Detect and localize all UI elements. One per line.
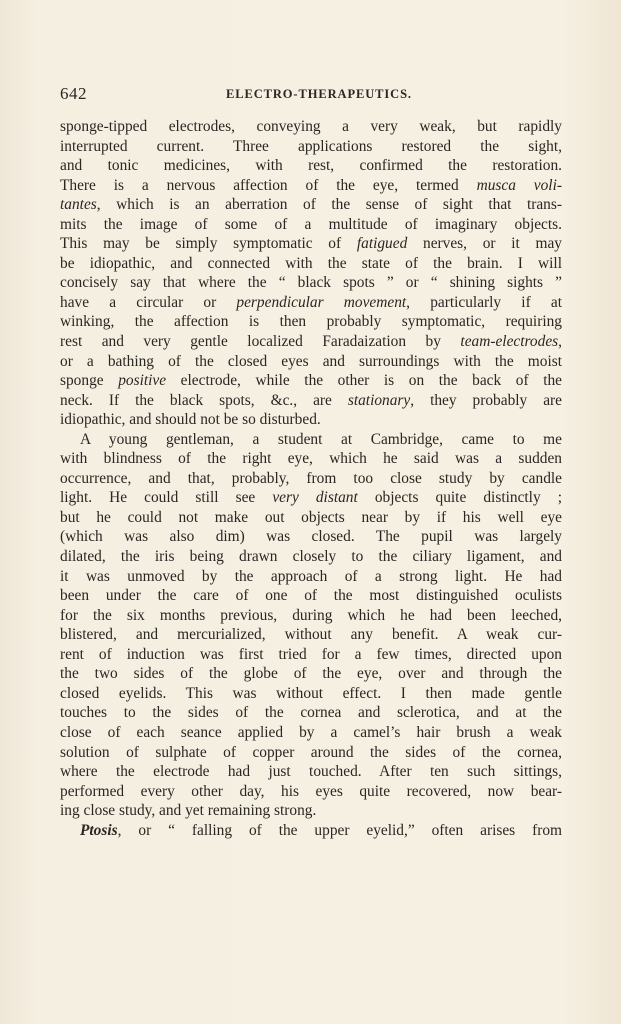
body-text [60,117,562,840]
text-line [60,156,562,176]
text-run: ing close study, and yet remaining strong. [60,802,317,820]
text-run: rest and very gentle localized Faradaization by [60,333,461,351]
text-line [60,625,562,645]
text-run: stationary [347,391,411,409]
text-run: , particularly if at [406,293,562,311]
text-run: dilated, the iris being drawn closely to the ciliary ligament, and [60,548,562,566]
text-line [60,703,562,723]
text-run: sponge [60,372,119,390]
text-line [60,488,562,508]
text-run: with blindness of the right eye, which he said was a sudden [60,450,562,468]
text-line [60,312,562,332]
text-line [60,117,562,137]
text-run: where the electrode had just touched. After ten such sittings, [60,763,562,781]
text-run: musca voli- [476,176,562,194]
text-run: closed eyelids. This was without effect. I then made gentle [60,684,562,702]
page-number: 642 [60,84,87,103]
text-run: the two sides of the globe of the eye, over and through the [60,665,562,683]
text-line [60,254,562,274]
text-line [60,293,562,313]
text-run: it was unmoved by the approach of a strong light. He had [60,567,562,585]
text-run: neck. If the black spots, &c., are [60,391,348,409]
text-run: blistered, and mercurialized, without any benefit. A weak cur- [60,626,562,644]
text-run: objects quite distinctly ; [357,489,562,507]
text-run: tantes [60,196,97,214]
text-line [60,684,562,704]
text-run: interrupted current. Three applications restored the sight, [60,137,562,155]
running-title: ELECTRO-THERAPEUTICS. [226,87,412,101]
text-run: , [558,333,562,351]
text-line [60,762,562,782]
text-line [60,547,562,567]
text-line [60,195,562,215]
text-run: nerves, or it may [407,235,562,253]
text-run: fatigued [356,235,408,253]
text-run: very distant [272,489,358,507]
page-header [60,84,562,106]
text-run: winking, the affection is then probably symptomatic, requiring [60,313,562,331]
text-run: electrode, while the other is on the back of the [166,372,562,390]
text-line [60,469,562,489]
text-line [60,645,562,665]
text-run: A young gentleman, a student at Cambridge, came to me [80,430,562,448]
text-line [60,371,562,391]
text-run: perpendicular movement [236,293,407,311]
text-run: solution of sulphate of copper around the sides of the cornea, [60,743,562,761]
text-run: idiopathic, and should not be so disturbed. [60,411,321,429]
text-run: sponge-tipped electrodes, conveying a very weak, but rapidly [60,118,562,135]
text-line [60,508,562,528]
text-run: This may be simply symptomatic of [60,235,357,253]
text-run: , which is an aberration of the sense of sight that trans- [96,196,562,214]
text-line [60,606,562,626]
text-run: , they probably are [410,391,562,409]
text-line [60,801,562,821]
text-run: , or “ falling of the upper eyelid,” often arises from [117,821,562,839]
text-run: close of each seance applied by a camel’s hair brush a weak [60,723,562,741]
text-run: performed every other day, his eyes quite recovered, now bear- [60,782,562,800]
text-run: There is a nervous affection of the eye, termed [60,176,477,194]
text-line [60,273,562,293]
text-run: been under the care of one of the most distinguished oculists [60,587,562,605]
text-line [60,449,562,469]
text-run: and tonic medicines, with rest, confirmed the restoration. [60,157,562,175]
text-line [60,410,562,430]
text-run: but he could not make out objects near by if his well eye [60,508,562,526]
text-line [60,176,562,196]
text-run: or a bathing of the closed eyes and surroundings with the moist [60,352,562,370]
text-run: for the six months previous, during which he had been leeched, [60,606,562,624]
text-run: team-electrodes [460,333,559,351]
text-line [60,782,562,802]
text-line [60,723,562,743]
text-line [60,352,562,372]
text-line [60,586,562,606]
text-line [60,332,562,352]
text-run: (which was also dim) was closed. The pupil was largely [60,528,562,546]
text-line [60,391,562,411]
text-run: rent of induction was first tried for a few times, directed upon [60,645,562,663]
text-line [60,430,562,450]
text-line [60,527,562,547]
text-run: be idiopathic, and connected with the state of the brain. I will [60,254,562,272]
text-line [60,821,562,841]
text-line [60,234,562,254]
text-line [60,137,562,157]
text-run: positive [118,372,167,390]
text-line [60,664,562,684]
text-line [60,215,562,235]
text-line [60,567,562,587]
text-run: touches to the sides of the cornea and sclerotica, and at the [60,704,562,722]
text-run: mits the image of some of a multitude of imaginary objects. [60,215,562,233]
text-line [60,743,562,763]
text-run: occurrence, and that, probably, from too close study by candle [60,469,562,487]
text-run: light. He could still see [60,489,273,507]
text-run: Ptosis [80,821,118,839]
text-run: concisely say that where the “ black spots ” or “ shining sights ” [60,274,562,292]
text-run: have a circular or [60,293,237,311]
